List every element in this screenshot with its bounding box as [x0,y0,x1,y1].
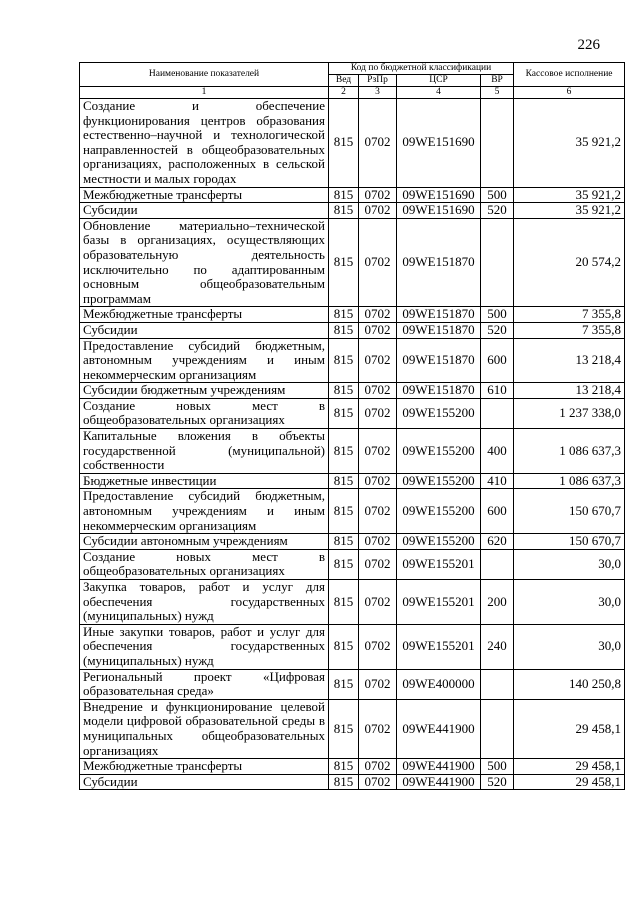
row-vr-cell: 520 [481,203,514,219]
row-ved-cell: 815 [329,549,359,579]
row-amount-cell: 29 458,1 [514,759,625,775]
row-name-cell: Иные закупки товаров, работ и услуг для обеспечения государственных (муниципальных) нужд [80,624,329,669]
row-csr-cell: 09WE151870 [397,218,481,307]
table-row [80,383,625,399]
row-rzpr-cell: 0702 [359,383,397,399]
row-vr-cell: 620 [481,534,514,550]
row-csr-cell: 09WE155201 [397,624,481,669]
table-row [80,489,625,534]
table-row [80,759,625,775]
row-rzpr-cell: 0702 [359,203,397,219]
row-rzpr-cell: 0702 [359,549,397,579]
row-amount-cell: 7 355,8 [514,322,625,338]
row-amount-cell: 35 921,2 [514,187,625,203]
table-row [80,534,625,550]
row-ved-cell: 815 [329,383,359,399]
row-vr-cell: 520 [481,774,514,790]
header-vr: ВР [481,75,514,87]
row-rzpr-cell: 0702 [359,338,397,383]
header-rzpr: РзПр [359,75,397,87]
row-rzpr-cell: 0702 [359,534,397,550]
row-csr-cell: 09WE155200 [397,473,481,489]
row-csr-cell: 09WE155200 [397,534,481,550]
table-row [80,473,625,489]
row-amount-cell: 140 250,8 [514,669,625,699]
row-name-cell: Создание и обеспечение функционирования центров образования естественно–научной и технологической направленностей в общеобразовательных организациях, расположенных в сельской местности и малых городах [80,99,329,188]
row-rzpr-cell: 0702 [359,218,397,307]
row-ved-cell: 815 [329,322,359,338]
row-ved-cell: 815 [329,473,359,489]
row-amount-cell: 20 574,2 [514,218,625,307]
row-ved-cell: 815 [329,398,359,428]
row-ved-cell: 815 [329,307,359,323]
row-amount-cell: 150 670,7 [514,489,625,534]
row-amount-cell: 30,0 [514,580,625,625]
table-row [80,307,625,323]
row-ved-cell: 815 [329,429,359,474]
header-code-group: Код по бюджетной классификации [329,63,514,75]
row-csr-cell: 09WE155201 [397,580,481,625]
row-vr-cell: 200 [481,580,514,625]
row-amount-cell: 29 458,1 [514,699,625,758]
row-name-cell: Закупка товаров, работ и услуг для обеспечения государственных (муниципальных) нужд [80,580,329,625]
row-vr-cell: 400 [481,429,514,474]
row-csr-cell: 09WE151870 [397,307,481,323]
budget-table [79,62,625,790]
row-rzpr-cell: 0702 [359,624,397,669]
row-vr-cell [481,99,514,188]
row-ved-cell: 815 [329,699,359,758]
table-row [80,218,625,307]
table-row [80,203,625,219]
row-amount-cell: 1 086 637,3 [514,429,625,474]
row-csr-cell: 09WE151690 [397,99,481,188]
row-vr-cell: 600 [481,489,514,534]
row-csr-cell: 09WE155201 [397,549,481,579]
row-name-cell: Создание новых мест в общеобразовательных организациях [80,398,329,428]
row-amount-cell: 7 355,8 [514,307,625,323]
table-row [80,187,625,203]
table-row [80,322,625,338]
row-vr-cell [481,398,514,428]
row-rzpr-cell: 0702 [359,774,397,790]
row-csr-cell: 09WE441900 [397,699,481,758]
row-name-cell: Региональный проект «Цифровая образовательная среда» [80,669,329,699]
table-row [80,99,625,188]
row-csr-cell: 09WE151870 [397,322,481,338]
row-amount-cell: 13 218,4 [514,383,625,399]
row-name-cell: Межбюджетные трансферты [80,759,329,775]
row-csr-cell: 09WE151870 [397,338,481,383]
header-ved: Вед [329,75,359,87]
row-ved-cell: 815 [329,338,359,383]
row-amount-cell: 29 458,1 [514,774,625,790]
col-number: 5 [481,87,514,99]
row-rzpr-cell: 0702 [359,759,397,775]
row-name-cell: Капитальные вложения в объекты государственной (муниципальной) собственности [80,429,329,474]
table-row [80,624,625,669]
row-csr-cell: 09WE400000 [397,669,481,699]
row-vr-cell: 500 [481,187,514,203]
row-rzpr-cell: 0702 [359,580,397,625]
row-csr-cell: 09WE151870 [397,383,481,399]
row-name-cell: Предоставление субсидий бюджетным, автономным учреждениям и иным некоммерческим организациям [80,489,329,534]
table-row [80,549,625,579]
row-rzpr-cell: 0702 [359,429,397,474]
row-amount-cell: 30,0 [514,624,625,669]
row-csr-cell: 09WE155200 [397,398,481,428]
row-csr-cell: 09WE441900 [397,759,481,775]
row-ved-cell: 815 [329,759,359,775]
row-ved-cell: 815 [329,669,359,699]
col-number: 4 [397,87,481,99]
row-name-cell: Предоставление субсидий бюджетным, автономным учреждениям и иным некоммерческим организациям [80,338,329,383]
row-name-cell: Субсидии бюджетным учреждениям [80,383,329,399]
row-csr-cell: 09WE151690 [397,203,481,219]
row-vr-cell: 500 [481,759,514,775]
row-ved-cell: 815 [329,774,359,790]
row-rzpr-cell: 0702 [359,699,397,758]
row-vr-cell [481,699,514,758]
page-number: 226 [577,37,600,53]
table-row [80,398,625,428]
row-ved-cell: 815 [329,187,359,203]
row-rzpr-cell: 0702 [359,187,397,203]
table-row [80,699,625,758]
col-number: 6 [514,87,625,99]
row-csr-cell: 09WE151690 [397,187,481,203]
row-ved-cell: 815 [329,580,359,625]
row-amount-cell: 35 921,2 [514,99,625,188]
row-name-cell: Бюджетные инвестиции [80,473,329,489]
col-number: 3 [359,87,397,99]
row-name-cell: Межбюджетные трансферты [80,307,329,323]
col-number: 1 [80,87,329,99]
row-vr-cell: 600 [481,338,514,383]
row-amount-cell: 30,0 [514,549,625,579]
row-name-cell: Межбюджетные трансферты [80,187,329,203]
table-row [80,580,625,625]
header-name: Наименование показателей [80,63,329,87]
row-name-cell: Субсидии [80,322,329,338]
row-name-cell: Субсидии [80,203,329,219]
header-amount: Кассовое исполнение [514,63,625,87]
row-vr-cell: 520 [481,322,514,338]
row-amount-cell: 13 218,4 [514,338,625,383]
row-csr-cell: 09WE155200 [397,489,481,534]
col-number: 2 [329,87,359,99]
row-name-cell: Обновление материально–технической базы в организациях, осуществляющих образовательную деятельность исключительно по адаптированным основным общеобразовательным программам [80,218,329,307]
row-vr-cell [481,669,514,699]
row-amount-cell: 35 921,2 [514,203,625,219]
row-ved-cell: 815 [329,99,359,188]
row-ved-cell: 815 [329,203,359,219]
table-row [80,669,625,699]
row-rzpr-cell: 0702 [359,473,397,489]
row-vr-cell: 240 [481,624,514,669]
row-vr-cell: 610 [481,383,514,399]
table-row [80,774,625,790]
row-vr-cell [481,549,514,579]
row-amount-cell: 1 086 637,3 [514,473,625,489]
row-ved-cell: 815 [329,489,359,534]
row-ved-cell: 815 [329,624,359,669]
table-row [80,338,625,383]
row-rzpr-cell: 0702 [359,669,397,699]
row-vr-cell [481,218,514,307]
row-rzpr-cell: 0702 [359,307,397,323]
row-rzpr-cell: 0702 [359,398,397,428]
header-csr: ЦСР [397,75,481,87]
row-vr-cell: 410 [481,473,514,489]
row-rzpr-cell: 0702 [359,99,397,188]
table-body [80,99,625,790]
row-csr-cell: 09WE155200 [397,429,481,474]
table-row [80,429,625,474]
row-ved-cell: 815 [329,218,359,307]
row-amount-cell: 150 670,7 [514,534,625,550]
row-amount-cell: 1 237 338,0 [514,398,625,428]
row-name-cell: Субсидии автономным учреждениям [80,534,329,550]
table-header [80,63,625,99]
row-rzpr-cell: 0702 [359,322,397,338]
row-name-cell: Внедрение и функционирование целевой модели цифровой образовательной среды в муниципальных общеобразовательных организациях [80,699,329,758]
row-name-cell: Субсидии [80,774,329,790]
row-ved-cell: 815 [329,534,359,550]
row-vr-cell: 500 [481,307,514,323]
row-name-cell: Создание новых мест в общеобразовательных организациях [80,549,329,579]
row-rzpr-cell: 0702 [359,489,397,534]
row-csr-cell: 09WE441900 [397,774,481,790]
